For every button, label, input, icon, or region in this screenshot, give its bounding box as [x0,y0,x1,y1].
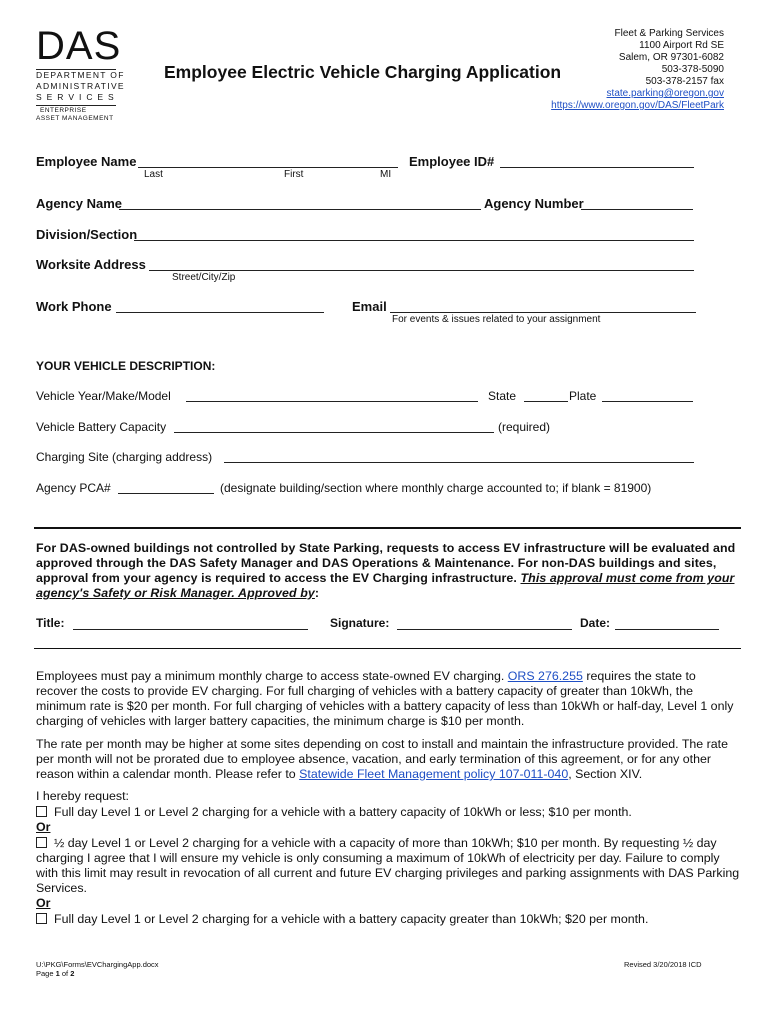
battery-capacity-label: Vehicle Battery Capacity [36,420,167,434]
division-label: Division/Section [36,227,138,242]
email-hint: For events & issues related to your assignment [392,314,601,325]
work-phone-field[interactable] [116,312,324,313]
option-2 [36,836,742,896]
footer-page [36,969,74,978]
approval-paragraph [36,541,738,601]
fleet-policy-link[interactable]: Statewide Fleet Management policy 107-011-040 [299,767,569,781]
work-phone-label: Work Phone [36,299,112,314]
state-field[interactable] [524,401,568,402]
footer-page-prefix: Page [36,969,54,978]
option-1 [36,805,742,820]
rate-text-2: , Section XIV. [568,767,643,781]
contact-fax: 503-378-2157 fax [645,76,724,87]
signature-field[interactable] [397,629,572,630]
rate-text-1: The rate per month may be higher at some sites depending on cost to install and maintain the infrastructure provided. The rate per month will not be prorated due to employee absence, vacation, and early termination of this agreement, or for any other reason within a calendar month. Please refer to [36,737,728,781]
charging-site-field[interactable] [224,462,694,463]
section-divider-2 [34,648,741,649]
state-label: State [488,389,517,403]
option-1-text: Full day Level 1 or Level 2 charging for a vehicle with a battery capacity of 10kWh or less; $10 per month. [54,805,632,819]
contact-email-link[interactable]: state.parking@oregon.gov [606,88,724,99]
mi-hint: MI [380,169,392,180]
rate-paragraph [36,737,742,782]
logo-line-5: ASSET MANAGEMENT [36,115,114,122]
footer-page-total: 2 [70,969,75,978]
option-2-checkbox[interactable] [36,837,47,848]
charge-text-2: requires the state to recover the costs to provide EV charging. For full charging of vehicles with a battery capacity of greater than 10kWh, the minimum rate is $20 per month. For full charging of vehicles with a battery capacity of less than 10kWh or half-day, Level 1 only charging of vehicles with larger battery capacities, the minimum charge is $10 per month. [36,669,734,728]
option-2-text: ½ day Level 1 or Level 2 charging for a vehicle with a capacity of more than 10kWh; $10 per month. By requesting ½ day charging I agree that I will ensure my vehicle is only consuming a maximum of 10kWh of electricity per day. Failure to comply with this limit may result in revocation of all current and future EV charging privileges and parking assignments with DAS Parking Services. [36,836,740,895]
employee-id-field[interactable] [500,167,694,168]
employee-name-field[interactable] [138,167,398,168]
approval-emphasis: This approval must come from your agency's Safety or Risk Manager. Approved by [36,571,735,600]
contact-url-link[interactable]: https://www.oregon.gov/DAS/FleetPark [551,100,724,111]
agency-number-field[interactable] [581,209,693,210]
option-3 [36,912,742,927]
date-field[interactable] [615,629,719,630]
last-name-hint: Last [144,169,163,180]
agency-pca-label: Agency PCA# [36,481,111,495]
first-name-hint: First [284,169,304,180]
contact-org: Fleet & Parking Services [614,28,724,39]
footer-page-of: of [61,969,69,978]
division-field[interactable] [134,240,694,241]
section-divider-1 [34,527,741,529]
charge-text-1: Employees must pay a minimum monthly charge to access state-owned EV charging. [36,669,505,683]
approval-colon: : [314,586,320,600]
das-logo [36,26,126,123]
email-field[interactable] [390,312,696,313]
agency-name-field[interactable] [119,209,481,210]
page-title: Employee Electric Vehicle Charging Application [164,62,562,82]
footer-page-number: 1 [55,969,60,978]
logo-line-1: DEPARTMENT OF [36,70,125,80]
plate-field[interactable] [602,401,693,402]
vehicle-ymm-field[interactable] [186,401,478,402]
signature-label: Signature: [330,616,390,630]
title-field[interactable] [73,629,308,630]
battery-required-note: (required) [498,420,551,434]
employee-id-label: Employee ID# [409,154,495,169]
option-3-checkbox[interactable] [36,913,47,924]
worksite-field[interactable] [149,270,694,271]
agency-name-label: Agency Name [36,196,122,211]
footer-revised: Revised 3/20/2018 ICD [624,960,702,969]
or-separator-2: Or [36,896,51,910]
employee-name-label: Employee Name [36,154,137,169]
agency-pca-field[interactable] [118,493,214,494]
charging-site-label: Charging Site (charging address) [36,450,213,464]
contact-block [551,28,724,112]
contact-phone: 503-378-5090 [661,64,724,75]
vehicle-ymm-label: Vehicle Year/Make/Model [36,389,171,403]
footer-path: U:\PKG\Forms\EVChargingApp.docx [36,960,159,969]
request-heading: I hereby request: [36,789,129,803]
agency-number-label: Agency Number [484,196,584,211]
option-1-checkbox[interactable] [36,806,47,817]
or-separator-1: Or [36,820,51,834]
logo-line-3: S E R V I C E S [36,92,116,102]
battery-capacity-field[interactable] [174,432,494,433]
charge-paragraph [36,669,740,729]
agency-pca-note: (designate building/section where monthly charge accounted to; if blank = 81900) [220,481,652,495]
option-3-text: Full day Level 1 or Level 2 charging for a vehicle with a battery capacity greater than 10kWh; $20 per month. [54,912,649,926]
email-label: Email [352,299,387,314]
contact-address-2: Salem, OR 97301-6082 [618,52,724,63]
date-label: Date: [580,616,611,630]
logo-das: DAS [36,24,122,68]
ors-link[interactable]: ORS 276.255 [507,669,583,683]
plate-label: Plate [569,389,597,403]
worksite-label: Worksite Address [36,257,146,272]
contact-address-1: 1100 Airport Rd SE [639,40,724,51]
approval-text: For DAS-owned buildings not controlled by State Parking, requests to access EV infrastructure will be evaluated and approved through the DAS Safety Manager and DAS Operations & Maintenance. For non-DAS buildings and sites, approval from your agency is required to access the EV Charging infrastructure. [36,541,736,585]
logo-line-2: ADMINISTRATIVE [36,81,125,91]
vehicle-heading: YOUR VEHICLE DESCRIPTION: [36,359,216,373]
title-label: Title: [36,616,65,630]
logo-line-4: ENTERPRISE [40,107,87,114]
worksite-hint: Street/City/Zip [172,272,236,283]
